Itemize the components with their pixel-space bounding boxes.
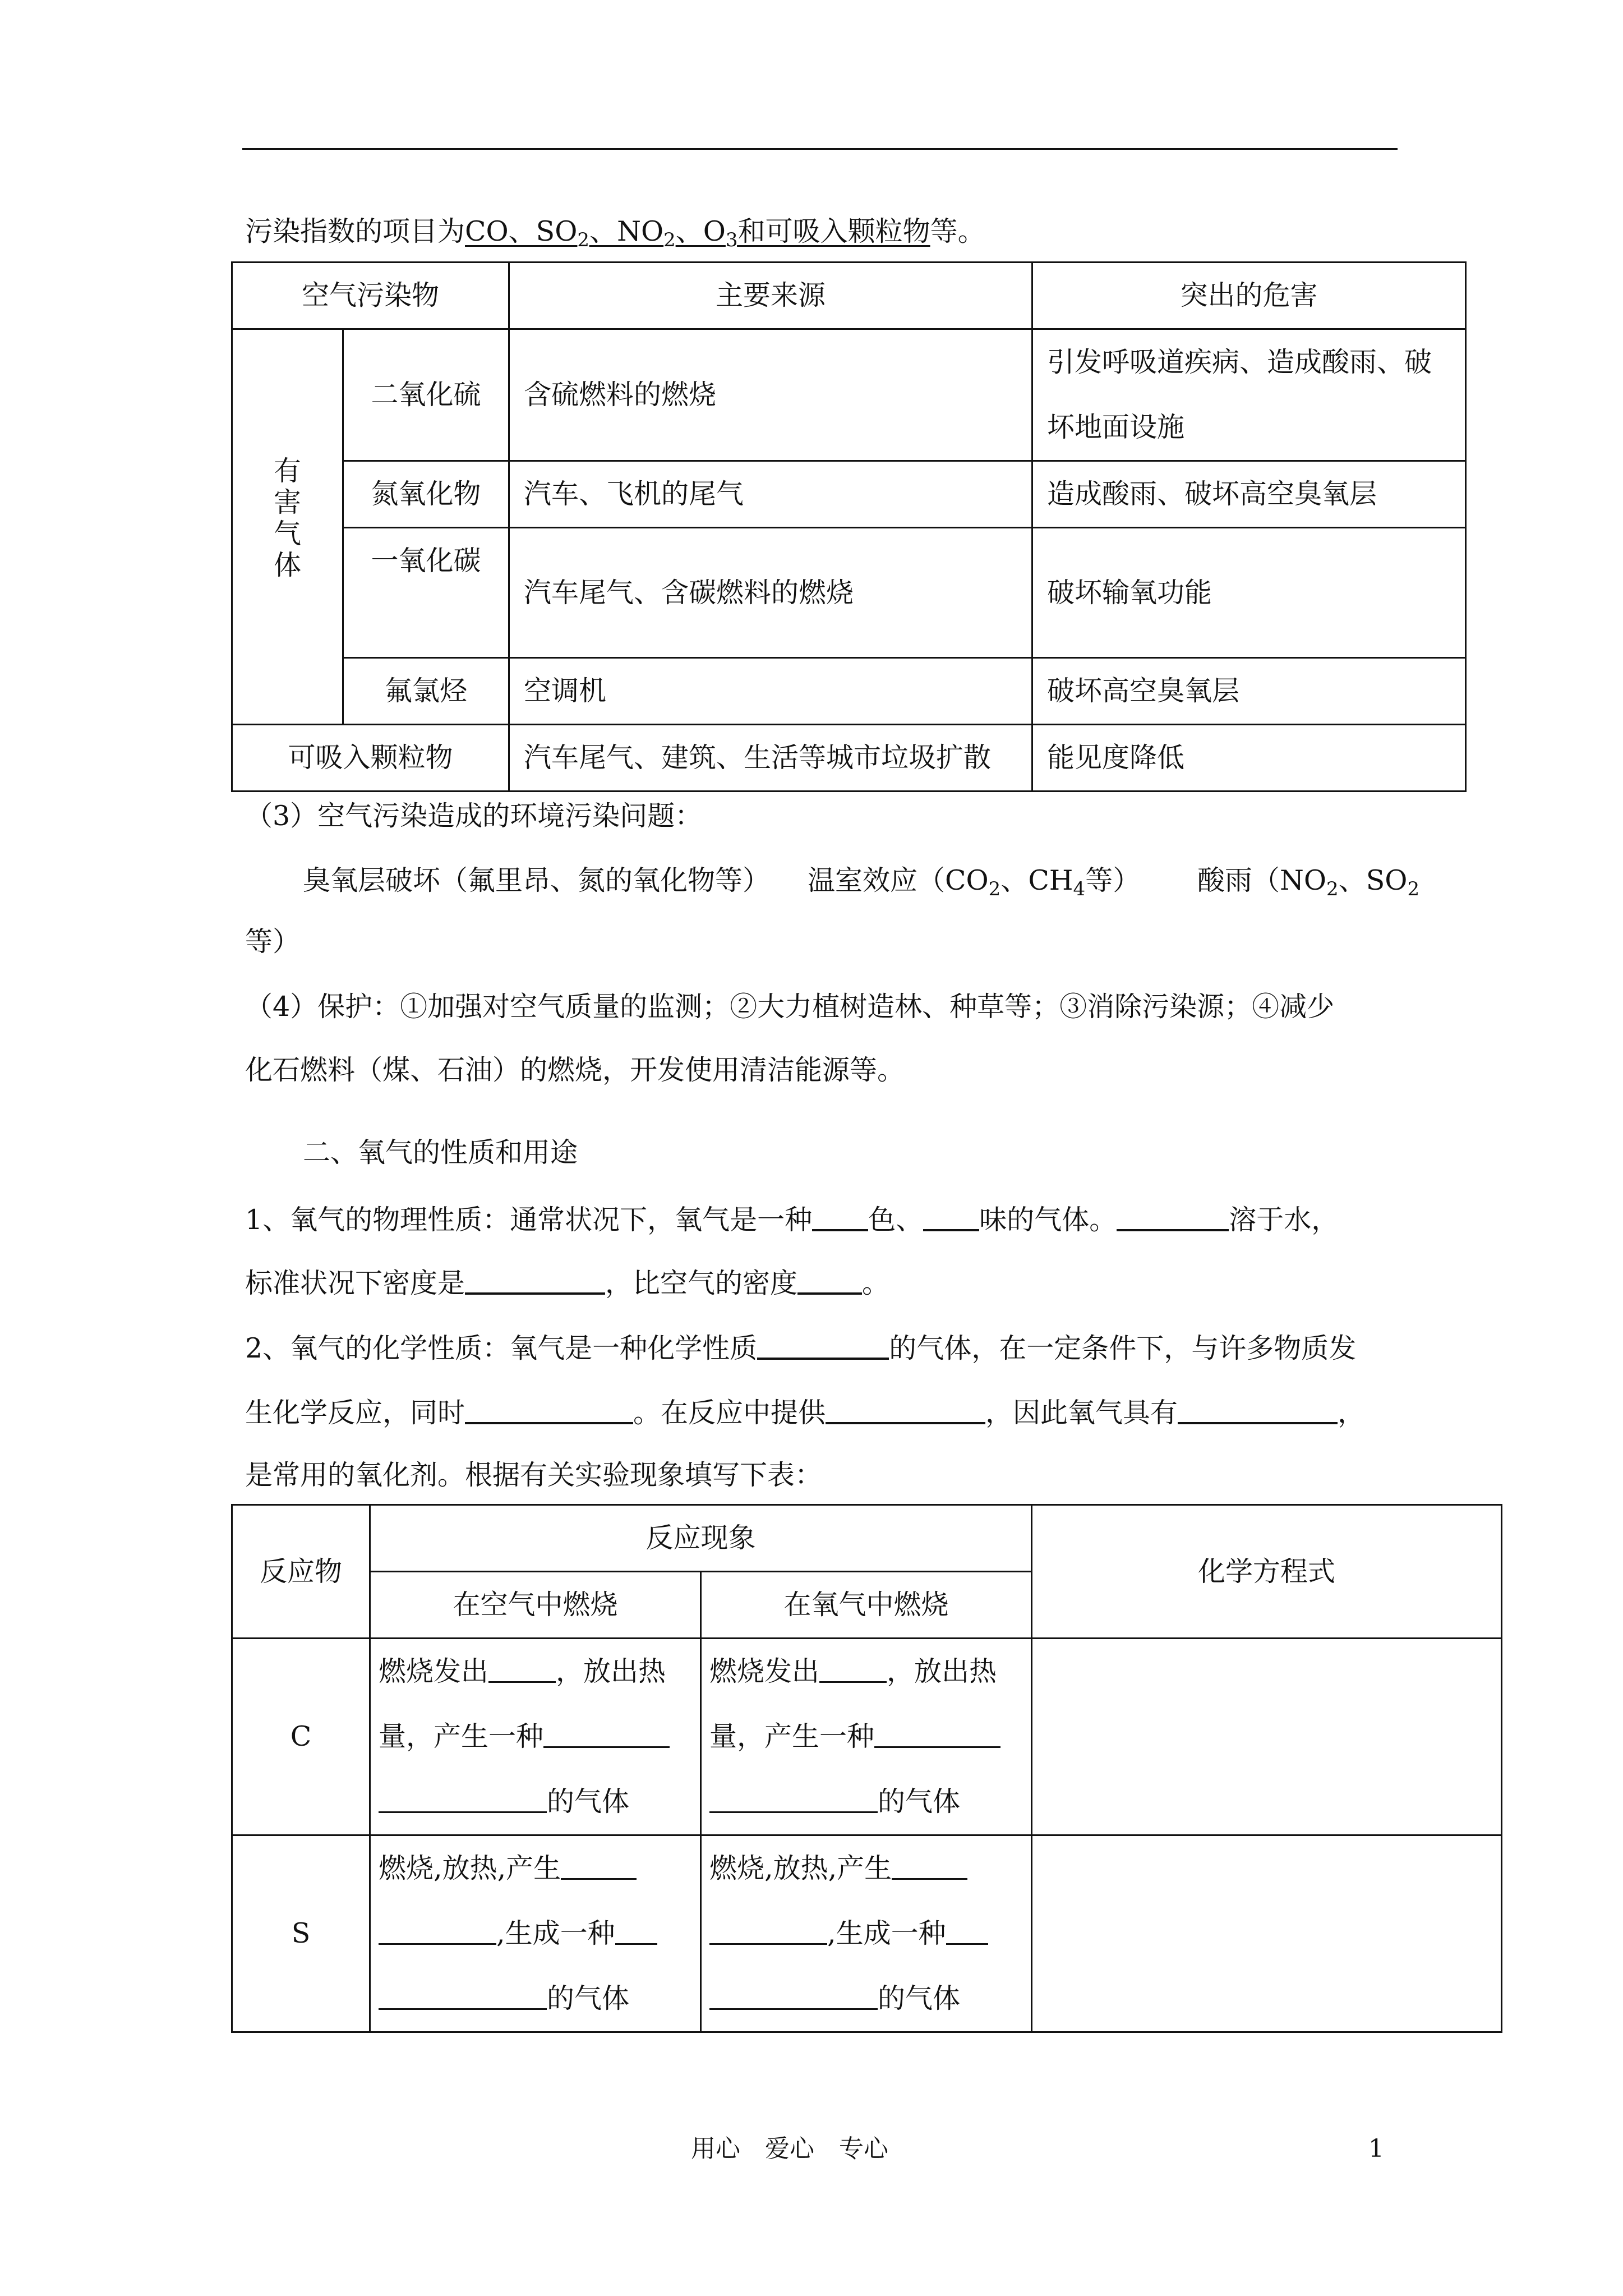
header-harm: 突出的危害 <box>1032 263 1466 329</box>
fill-blank[interactable] <box>1178 1397 1338 1424</box>
row-source: 含硫燃料的燃烧 <box>509 329 1032 461</box>
group-label: 有害气体 <box>273 455 301 581</box>
row-source: 汽车尾气、建筑、生活等城市垃圾扩散 <box>509 725 1032 792</box>
pollutant-table <box>231 261 1467 792</box>
fill-blank[interactable] <box>379 1920 496 1945</box>
section3-item2: 温室效应（$CO_2$、$CH_4$等） <box>808 864 1141 900</box>
text: 的气体 <box>547 1786 630 1818</box>
row-name: 二氧化硫 <box>343 329 509 461</box>
fill-blank[interactable] <box>379 1788 547 1813</box>
intro-prefix: 污染指数的项目为 <box>245 215 465 247</box>
text: ，放出热 <box>556 1655 666 1687</box>
section3-title: （3）空气污染造成的环境污染问题： <box>245 800 703 832</box>
text: 色、 <box>868 1204 924 1236</box>
text: 2、氧气的化学性质：氧气是一种化学性质 <box>245 1332 758 1364</box>
part2-title: 二、氧气的性质和用途 <box>303 1137 578 1168</box>
section3-item3: 酸雨（$NO_2$、$SO_2$ <box>1197 864 1420 900</box>
fill-blank[interactable] <box>465 1268 605 1295</box>
intro-suffix: 等。 <box>930 215 985 247</box>
part2-p2-line3: 是常用的氧化剂。根据有关实验现象填写下表： <box>245 1459 823 1491</box>
reaction-table <box>231 1504 1502 2033</box>
reactant-c: C <box>232 1639 370 1835</box>
header-rule <box>242 148 1398 150</box>
text: 燃烧发出 <box>379 1655 489 1687</box>
text: 。在反应中提供 <box>633 1397 826 1429</box>
text: 味的气体。 <box>979 1204 1117 1236</box>
fill-blank[interactable] <box>874 1723 1000 1748</box>
fill-blank[interactable] <box>892 1855 967 1880</box>
row-harm: 能见度降低 <box>1032 725 1466 792</box>
header-air: 在空气中燃烧 <box>370 1572 701 1639</box>
fill-blank[interactable] <box>709 1920 827 1945</box>
page-number: 1 <box>1368 2134 1384 2163</box>
section3-item1: 臭氧层破坏（氟里昂、氮的氧化物等） <box>303 864 771 896</box>
header-source: 主要来源 <box>509 263 1032 329</box>
air-phenomenon-s <box>370 1835 701 2032</box>
part2-p1-line2 <box>245 1268 889 1297</box>
fill-blank[interactable] <box>826 1397 985 1424</box>
text: 的气体，在一定条件下，与许多物质发 <box>889 1332 1357 1364</box>
text: 燃烧发出 <box>709 1655 820 1687</box>
fill-blank[interactable] <box>946 1920 988 1945</box>
harm-line: 坏地面设施 <box>1047 411 1185 443</box>
fill-blank[interactable] <box>1117 1204 1229 1231</box>
fill-blank[interactable] <box>819 1658 887 1683</box>
text: 的气体 <box>878 1786 961 1818</box>
text: ,生成一种 <box>827 1917 946 1949</box>
row-source: 汽车、飞机的尾气 <box>509 461 1032 528</box>
row-harm <box>1032 329 1466 461</box>
fill-blank[interactable] <box>709 1788 878 1813</box>
group-label-cell <box>232 329 343 725</box>
reactant-s: S <box>232 1835 370 2032</box>
text: 量，产生一种 <box>709 1720 875 1752</box>
fill-blank[interactable] <box>379 1985 547 2010</box>
row-name: 一氧化碳 <box>343 528 509 658</box>
text: ，比空气的密度 <box>605 1267 798 1299</box>
text: ,生成一种 <box>496 1917 615 1949</box>
row-harm: 造成酸雨、破坏高空臭氧层 <box>1032 461 1466 528</box>
row-source: 空调机 <box>509 658 1032 725</box>
part2-p2-line2 <box>245 1397 1365 1427</box>
fill-blank[interactable] <box>757 1333 889 1360</box>
part2-p2-line1 <box>245 1333 1356 1362</box>
row-harm: 破坏高空臭氧层 <box>1032 658 1466 725</box>
section4-line2: 化石燃料（煤、石油）的燃烧，开发使用清洁能源等。 <box>245 1054 905 1086</box>
fill-blank[interactable] <box>488 1658 556 1683</box>
header-oxygen: 在氧气中燃烧 <box>701 1572 1032 1639</box>
row-name: 氟氯烃 <box>343 658 509 725</box>
header-reactant: 反应物 <box>232 1505 370 1639</box>
text: 量，产生一种 <box>379 1720 544 1752</box>
text: ，因此氧气具有 <box>985 1397 1178 1429</box>
text: 溶于水， <box>1229 1204 1339 1236</box>
row-name: 氮氧化物 <box>343 461 509 528</box>
text: 。 <box>862 1267 890 1299</box>
fill-blank[interactable] <box>812 1204 868 1231</box>
fill-blank[interactable] <box>465 1397 633 1424</box>
fill-blank[interactable] <box>543 1723 670 1748</box>
oxygen-phenomenon-c <box>701 1639 1032 1835</box>
row-name: 可吸入颗粒物 <box>232 725 509 792</box>
intro-line <box>245 215 985 251</box>
header-phenomenon: 反应现象 <box>370 1505 1032 1572</box>
row-source: 汽车尾气、含碳燃料的燃烧 <box>509 528 1032 658</box>
part2-p1-line1 <box>245 1204 1339 1234</box>
oxygen-phenomenon-s <box>701 1835 1032 2032</box>
text: 标准状况下密度是 <box>245 1267 465 1299</box>
text: 的气体 <box>547 1982 630 2014</box>
header-pollutant: 空气污染物 <box>232 263 509 329</box>
section3-item3-cont: 等） <box>245 926 301 958</box>
fill-blank[interactable] <box>561 1855 637 1880</box>
text: 燃烧,放热,产生 <box>379 1852 561 1884</box>
footer-motto: 用心 爱心 专心 <box>691 2134 888 2163</box>
text: ， <box>1338 1397 1366 1429</box>
fill-blank[interactable] <box>923 1204 979 1231</box>
text: ，放出热 <box>887 1655 997 1687</box>
fill-blank[interactable] <box>709 1985 878 2010</box>
fill-blank[interactable] <box>615 1920 657 1945</box>
text: 生化学反应，同时 <box>245 1397 465 1429</box>
section4-line1: （4）保护：①加强对空气质量的监测；②大力植树造林、种草等；③消除污染源；④减少 <box>245 991 1335 1023</box>
harm-line: 引发呼吸道疾病、造成酸雨、破 <box>1047 346 1432 378</box>
text: 的气体 <box>878 1982 961 2014</box>
air-phenomenon-c <box>370 1639 701 1835</box>
intro-items: CO、$SO_2$、$NO_2$、$O_3$和可吸入颗粒物 <box>465 215 930 251</box>
equation-s[interactable] <box>1032 1835 1502 2032</box>
header-equation: 化学方程式 <box>1032 1505 1502 1639</box>
text: 燃烧,放热,产生 <box>709 1852 892 1884</box>
equation-c[interactable] <box>1032 1639 1502 1835</box>
text: 1、氧气的物理性质：通常状况下，氧气是一种 <box>245 1204 813 1236</box>
fill-blank[interactable] <box>797 1268 862 1295</box>
row-harm: 破坏输氧功能 <box>1032 528 1466 658</box>
